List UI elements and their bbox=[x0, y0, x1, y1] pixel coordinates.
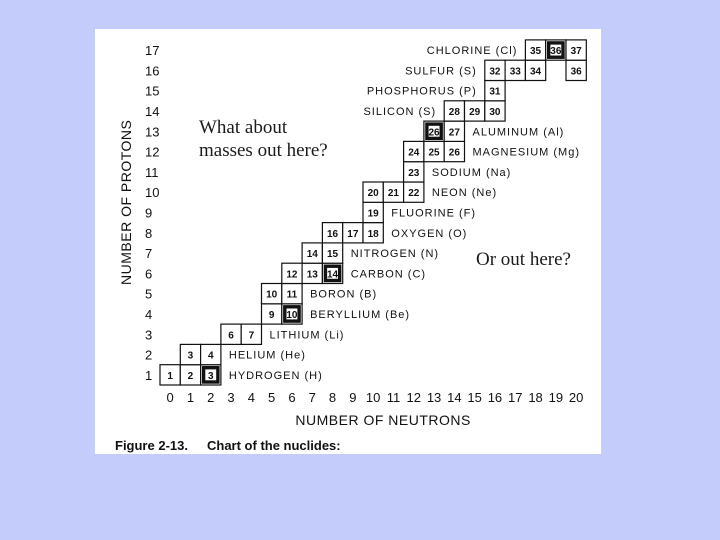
element-label: BORON (B) bbox=[310, 288, 378, 301]
element-label: LITHIUM (Li) bbox=[269, 329, 345, 342]
element-label: ALUMINUM (Al) bbox=[472, 126, 565, 139]
nuclide-mass-number: 28 bbox=[448, 106, 460, 118]
x-tick-label: 20 bbox=[568, 390, 584, 405]
nuclide-mass-number: 16 bbox=[326, 228, 339, 240]
nuclide-mass-number: 20 bbox=[367, 188, 379, 200]
nuclide-mass-number: 17 bbox=[347, 228, 359, 240]
x-tick-label: 3 bbox=[227, 390, 235, 405]
nuclide-mass-number: 2 bbox=[187, 370, 194, 382]
nuclide-mass-number: 23 bbox=[408, 167, 420, 179]
x-tick-label: 6 bbox=[288, 390, 296, 405]
x-tick-label: 12 bbox=[406, 390, 421, 405]
nuclide-mass-number: 13 bbox=[306, 269, 318, 281]
x-tick-label: 16 bbox=[487, 390, 503, 405]
nuclide-mass-number: 1 bbox=[167, 370, 173, 382]
note-right: Or out here? bbox=[476, 249, 571, 270]
x-tick-label: 1 bbox=[186, 390, 195, 405]
nuclide-mass-number: 10 bbox=[286, 309, 298, 321]
nuclide-mass-number: 34 bbox=[529, 66, 542, 78]
nuclide-mass-number: 36 bbox=[570, 66, 582, 78]
element-label: NEON (Ne) bbox=[431, 187, 498, 200]
y-tick-label: 10 bbox=[145, 185, 160, 201]
element-label: SULFUR (S) bbox=[405, 65, 477, 78]
nuclide-mass-number: 35 bbox=[529, 46, 542, 58]
y-tick-label: 2 bbox=[145, 347, 153, 363]
chart-of-nuclides bbox=[95, 29, 601, 454]
y-tick-label: 14 bbox=[145, 103, 160, 119]
y-tick-label: 9 bbox=[145, 205, 153, 221]
nuclide-mass-number: 26 bbox=[428, 127, 440, 139]
x-tick-label: 5 bbox=[268, 390, 276, 405]
y-tick-label: 5 bbox=[145, 286, 153, 302]
nuclide-mass-number: 3 bbox=[187, 350, 194, 362]
element-label: CARBON (C) bbox=[350, 268, 427, 281]
nuclide-mass-number: 33 bbox=[509, 66, 521, 78]
nuclide-mass-number: 6 bbox=[228, 330, 234, 342]
nuclide-mass-number: 4 bbox=[207, 350, 214, 362]
y-tick-label: 1 bbox=[145, 367, 153, 383]
element-label: MAGNESIUM (Mg) bbox=[472, 146, 580, 159]
element-label: SILICON (S) bbox=[363, 105, 437, 118]
note-left: What about masses out here? bbox=[199, 117, 328, 161]
nuclide-mass-number: 12 bbox=[286, 269, 298, 281]
x-tick-label: 8 bbox=[328, 390, 337, 405]
y-tick-label: 11 bbox=[145, 164, 159, 180]
element-label: CHLORINE (Cl) bbox=[426, 45, 518, 58]
y-tick-label: 3 bbox=[145, 327, 153, 343]
x-tick-label: 18 bbox=[528, 390, 543, 405]
y-tick-label: 12 bbox=[145, 144, 160, 160]
nuclide-mass-number: 37 bbox=[570, 46, 582, 58]
y-tick-label: 16 bbox=[145, 63, 160, 79]
element-label: SODIUM (Na) bbox=[431, 166, 512, 179]
nuclide-mass-number: 21 bbox=[387, 188, 400, 200]
nuclide-mass-number: 24 bbox=[408, 147, 420, 159]
nuclide-mass-number: 18 bbox=[367, 228, 379, 240]
nuclide-mass-number: 19 bbox=[367, 208, 379, 220]
element-label: FLUORINE (F) bbox=[391, 207, 477, 220]
element-label: HYDROGEN (H) bbox=[228, 369, 323, 382]
nuclide-mass-number: 3 bbox=[207, 370, 214, 382]
nuclide-mass-number: 10 bbox=[266, 289, 278, 301]
element-label: PHOSPHORUS (P) bbox=[366, 85, 477, 98]
element-label: OXYGEN (O) bbox=[391, 227, 468, 240]
x-tick-label: 7 bbox=[308, 390, 316, 405]
nuclide-mass-number: 32 bbox=[489, 66, 501, 78]
element-label: HELIUM (He) bbox=[228, 349, 306, 362]
x-tick-label: 11 bbox=[386, 390, 401, 405]
nuclide-mass-number: 11 bbox=[286, 289, 298, 301]
y-tick-label: 17 bbox=[145, 43, 160, 59]
element-label: BERYLLIUM (Be) bbox=[310, 308, 411, 321]
y-tick-label: 13 bbox=[145, 124, 160, 140]
nuclide-mass-number: 30 bbox=[489, 106, 501, 118]
x-tick-label: 2 bbox=[207, 390, 215, 405]
x-tick-label: 15 bbox=[467, 390, 482, 405]
nuclide-mass-number: 36 bbox=[550, 46, 562, 58]
y-axis-title: NUMBER OF PROTONS bbox=[118, 119, 134, 285]
nuclide-mass-number: 9 bbox=[268, 309, 275, 321]
x-tick-label: 19 bbox=[548, 390, 564, 405]
nuclide-mass-number: 27 bbox=[448, 127, 460, 139]
x-tick-label: 0 bbox=[166, 390, 174, 405]
nuclide-mass-number: 7 bbox=[248, 330, 255, 342]
y-tick-label: 4 bbox=[145, 306, 153, 322]
nuclide-mass-number: 25 bbox=[428, 147, 440, 159]
x-tick-label: 4 bbox=[247, 390, 255, 405]
x-tick-label: 10 bbox=[365, 390, 381, 405]
nuclide-mass-number: 14 bbox=[326, 269, 339, 281]
figure-panel bbox=[95, 29, 601, 454]
x-tick-label: 13 bbox=[426, 390, 442, 405]
nuclide-mass-number: 15 bbox=[326, 249, 339, 261]
x-tick-label: 9 bbox=[349, 390, 357, 405]
nuclide-mass-number: 31 bbox=[489, 86, 501, 98]
figure-number: Figure 2-13. bbox=[115, 438, 188, 453]
element-label: NITROGEN (N) bbox=[350, 248, 440, 261]
nuclide-mass-number: 26 bbox=[448, 147, 460, 159]
y-tick-label: 8 bbox=[145, 225, 153, 241]
x-axis-title: NUMBER OF NEUTRONS bbox=[295, 412, 471, 428]
y-tick-label: 7 bbox=[145, 246, 153, 262]
x-tick-label: 17 bbox=[508, 390, 523, 405]
figure-caption: Chart of the nuclides: bbox=[207, 438, 341, 453]
y-tick-label: 15 bbox=[145, 83, 160, 99]
nuclide-mass-number: 14 bbox=[306, 249, 318, 261]
nuclide-mass-number: 29 bbox=[469, 106, 481, 118]
x-tick-label: 14 bbox=[447, 390, 462, 405]
nuclide-mass-number: 22 bbox=[408, 188, 420, 200]
y-tick-label: 6 bbox=[145, 266, 153, 282]
